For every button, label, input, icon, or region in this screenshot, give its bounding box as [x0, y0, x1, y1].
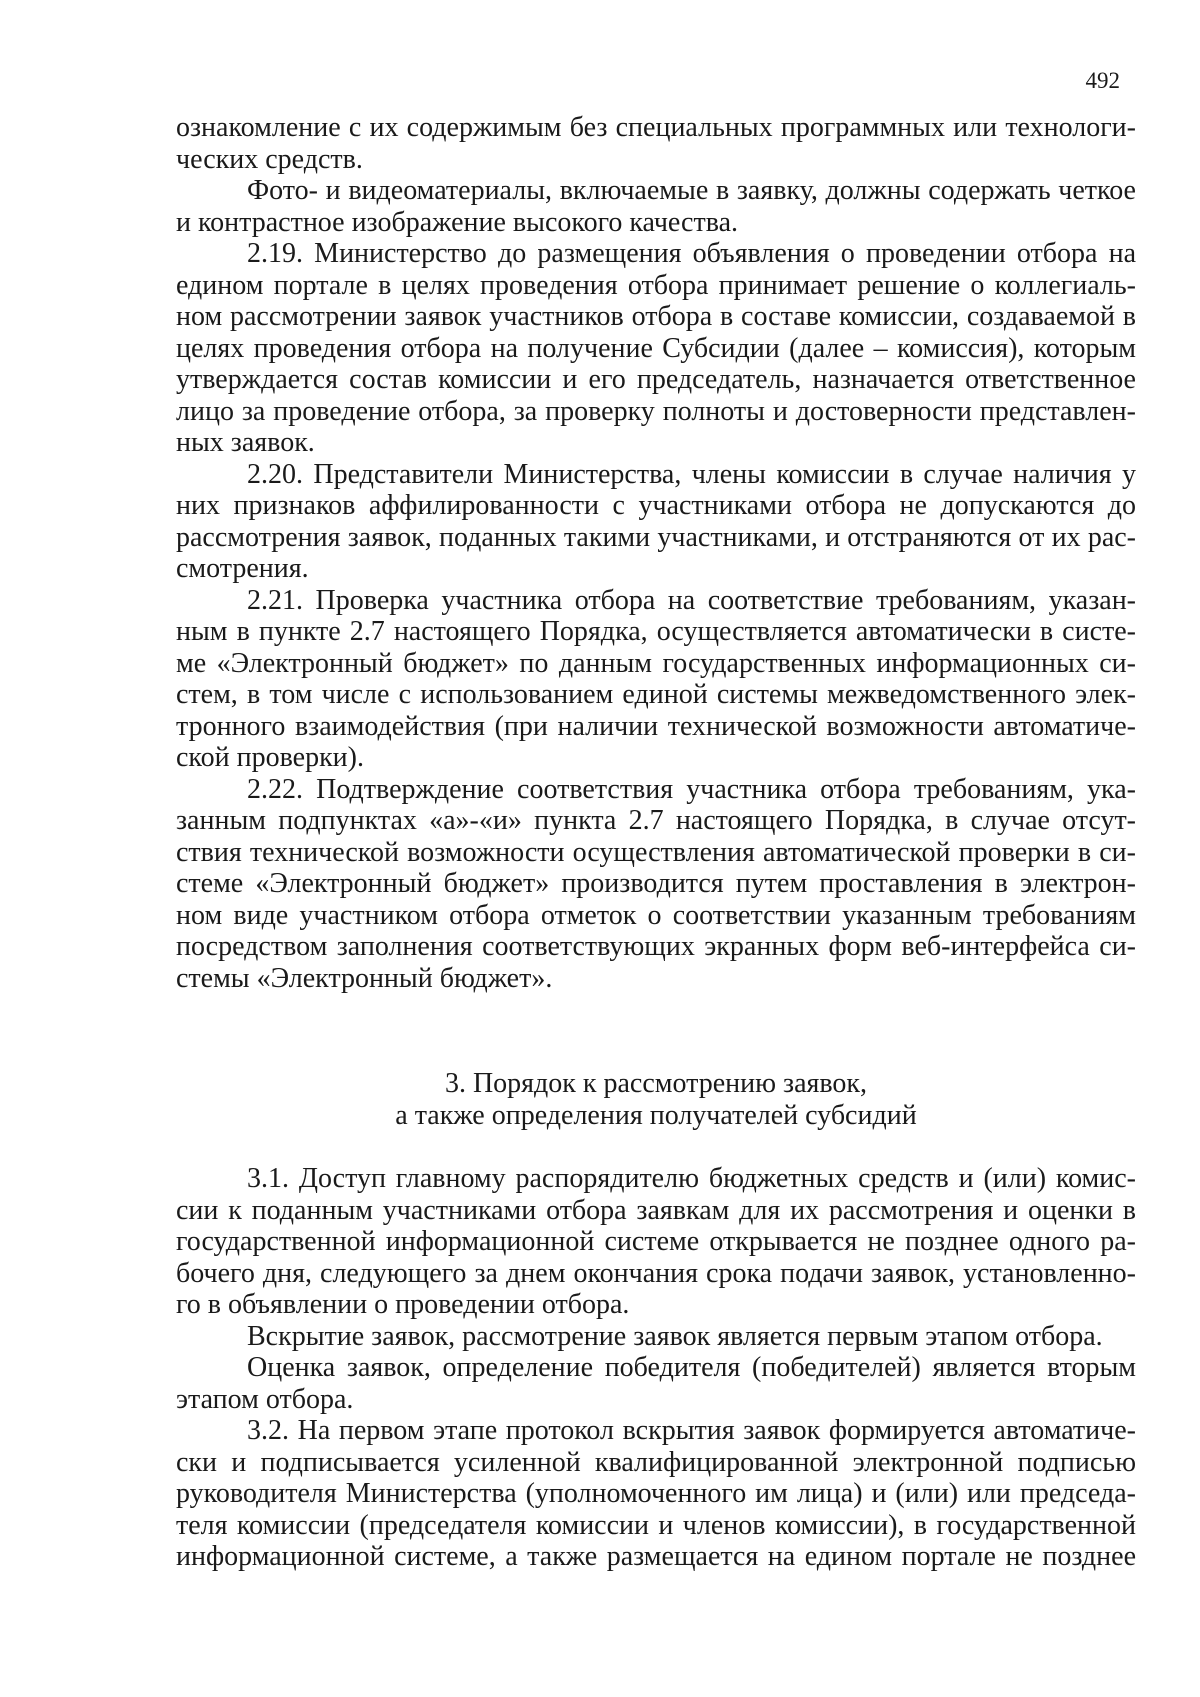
text-line: ческих средств.	[176, 143, 363, 175]
text-line: смотрения.	[176, 553, 309, 584]
text-line: Фото- и видеоматериалы, включаемые в заявку, должны содержать четкое	[247, 175, 1136, 206]
text-line: ствия технической возможности осуществления автоматической проверки в си-	[176, 836, 1136, 868]
text-line: лицо за проведение отбора, за проверку полноты и достоверности представлен-	[176, 395, 1136, 427]
text-line: 2.20. Представители Министерства, члены комиссии в случае наличия у	[247, 458, 1136, 490]
text-line: рассмотрения заявок, поданных такими участниками, и отстраняются от их рас-	[176, 521, 1136, 553]
section-heading	[176, 1068, 1136, 1131]
text-line: стемы «Электронный бюджет».	[176, 962, 553, 994]
body-text-block-2	[176, 1163, 1136, 1573]
text-line: ных заявок.	[176, 427, 315, 458]
text-line: 2.22. Подтверждение соответствия участника отбора требованиям, ука-	[247, 773, 1136, 805]
text-line: стеме «Электронный бюджет» производится путем проставления в электрон-	[176, 868, 1136, 899]
text-line: руководителя Министерства (уполномоченного им лица) и (или) или председа-	[176, 1478, 1136, 1509]
text-line: посредством заполнения соответствующих экранных форм веб-интерфейса си-	[176, 931, 1136, 962]
text-line: этапом отбора.	[176, 1383, 354, 1415]
text-line: сии к поданным участниками отбора заявкам для их рассмотрения и оценки в	[176, 1194, 1136, 1226]
text-line: стем, в том числе с использованием единой системы межведомственного элек-	[176, 679, 1136, 710]
text-line: Вскрытие заявок, рассмотрение заявок является первым этапом отбора.	[247, 1320, 1103, 1352]
page-number: 492	[1085, 68, 1120, 93]
text-line: 3.1. Доступ главному распорядителю бюджетных средств и (или) комис-	[247, 1163, 1136, 1194]
text-line: го в объявлении о проведении отбора.	[176, 1289, 630, 1320]
text-line: занным подпунктах «а»-«и» пункта 2.7 настоящего Порядка, в случае отсут-	[176, 805, 1136, 836]
text-line: и контрастное изображение высокого качества.	[176, 206, 738, 238]
text-line: ознакомление с их содержимым без специальных программных или технологи-	[176, 112, 1136, 143]
text-line: ской проверки).	[176, 742, 364, 773]
text-line: 3.2. На первом этапе протокол вскрытия заявок формируется автоматиче-	[247, 1415, 1136, 1446]
text-line: бочего дня, следующего за днем окончания срока подачи заявок, установленно-	[176, 1257, 1136, 1289]
text-line: целях проведения отбора на получение Субсидии (далее – комиссия), которым	[176, 332, 1136, 364]
section-heading-line: а также определения получателей субсидий	[395, 1099, 917, 1131]
text-line: ным в пункте 2.7 настоящего Порядка, осуществляется автоматически в систе-	[176, 616, 1136, 647]
text-line: них признаков аффилированности с участниками отбора не допускаются до	[176, 490, 1136, 521]
text-line: тронного взаимодействия (при наличии технической возможности автоматиче-	[176, 710, 1136, 742]
text-line: ски и подписывается усиленной квалифицированной электронной подписью	[176, 1446, 1136, 1478]
text-line: 2.19. Министерство до размещения объявления о проведении отбора на	[247, 238, 1136, 269]
text-line: ме «Электронный бюджет» по данным государственных информационных си-	[176, 647, 1136, 679]
text-line: утверждается состав комиссии и его председатель, назначается ответственное	[176, 364, 1136, 395]
text-line: информационной системе, а также размещается на едином портале не позднее	[176, 1541, 1136, 1572]
text-line: ном рассмотрении заявок участников отбора в составе комиссии, создаваемой в	[176, 301, 1136, 332]
text-line: теля комиссии (председателя комиссии и членов комиссии), в государственной	[176, 1509, 1136, 1541]
body-text-block-1	[176, 112, 1136, 994]
section-heading-line: 3. Порядок к рассмотрению заявок,	[444, 1068, 868, 1099]
text-line: государственной информационной системе открывается не позднее одного ра-	[176, 1226, 1136, 1257]
text-line: едином портале в целях проведения отбора принимает решение о коллегиаль-	[176, 269, 1136, 301]
text-line: 2.21. Проверка участника отбора на соответствие требованиям, указан-	[247, 584, 1136, 616]
text-line: ном виде участником отбора отметок о соответствии указанным требованиям	[176, 899, 1136, 931]
text-line: Оценка заявок, определение победителя (победителей) является вторым	[247, 1352, 1136, 1383]
